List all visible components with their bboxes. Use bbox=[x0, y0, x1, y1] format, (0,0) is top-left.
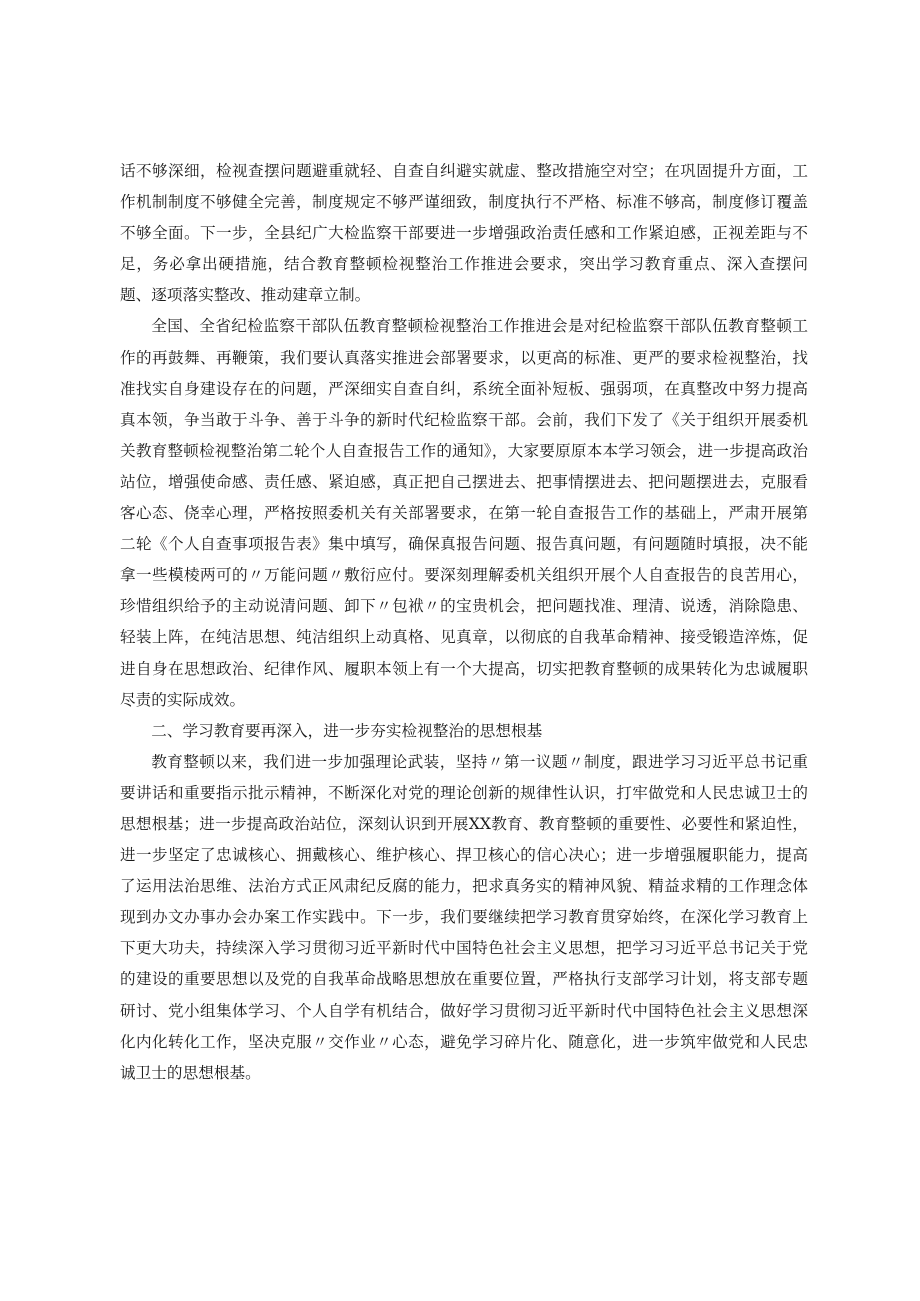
paragraph-continuation: 话不够深细，检视查摆问题避重就轻、自查自纠避实就虚、整改措施空对空；在巩固提升方面，工作机制制度不够健全完善，制度规定不够严谨细致，制度执行不严格、标准不够高，制度修订覆盖不够全面。下一步，全县纪广大检监察干部要进一步增强政治责任感和工作紧迫感，正视差距与不足，务必拿出硬措施，结合教育整顿检视整治工作推进会要求，突出学习教育重点、深入查摆问题、逐项落实整改、推动建章立制。 bbox=[120, 162, 808, 305]
section-heading: 二、学习教育要再深入，进一步夯实检视整治的思想根基 bbox=[151, 721, 543, 740]
document-body bbox=[120, 156, 808, 1089]
paragraph-inspection-meeting: 全国、全省纪检监察干部队伍教育整顿检视整治工作推进会是对纪检监察干部队伍教育整顿工作的再鼓舞、再鞭策，我们要认真落实推进会部署要求，以更高的标准、更严的要求检视整治，找准找实自身建设存在的问题，严深细实自查自纠，系统全面补短板、强弱项，在真整改中努力提高真本领，争当敢于斗争、善于斗争的新时代纪检监察干部。会前，我们下发了《关于组织开展委机关教育整顿检视整治第二轮个人自查报告工作的通知》，大家要原原本本学习领会，进一步提高政治站位，增强使命感、责任感、紧迫感，真正把自己摆进去、把事情摆进去、把问题摆进去，克服看客心态、侥幸心理，严格按照委机关有关部署要求，在第一轮自查报告工作的基础上，严肃开展第二轮《个人自查事项报告表》集中填写，确保真报告问题、报告真问题，有问题随时填报，决不能拿一些模棱两可的〃万能问题〃敷衍应付。要深刻理解委机关组织开展个人自查报告的良苦用心，珍惜组织给予的主动说清问题、卸下〃包袱〃的宝贵机会，把问题找准、理清、说透，消除隐患、轻装上阵，在纯洁思想、纯洁组织上动真格、见真章，以彻底的自我革命精神、接受锻造淬炼，促进自身在思想政治、纪律作风、履职本领上有一个大提高，切实把教育整顿的成果转化为忠诚履职尽责的实际成效。 bbox=[120, 317, 808, 709]
paragraph-study-education: 教育整顿以来，我们进一步加强理论武装，坚持〃第一议题〃制度，跟进学习习近平总书记重要讲话和重要指示批示精神，不断深化对党的理论创新的规律性认识，打牢做党和人民忠诚卫士的思想根基；进一步提高政治站位，深刻认识到开展XX教育、教育整顿的重要性、必要性和紧迫性，进一步坚定了忠诚核心、拥戴核心、维护核心、捍卫核心的信心决心；进一步增强履职能力，提高了运用法治思维、法治方式正风肃纪反腐的能力，把求真务实的精神风貌、精益求精的工作理念体现到办文办事办会办案工作实践中。下一步，我们要继续把学习教育贯穿始终，在深化学习教育上下更大功夫，持续深入学习贯彻习近平新时代中国特色社会主义思想，把学习习近平总书记关于党的建设的重要思想以及党的自我革命战略思想放在重要位置，严格执行支部学习计划，将支部专题研讨、党小组集体学习、个人自学有机结合，做好学习贯彻习近平新时代中国特色社会主义思想深化内化转化工作，坚决克服〃交作业〃心态，避免学习碎片化、随意化，进一步筑牢做党和人民忠诚卫士的思想根基。 bbox=[120, 752, 808, 1082]
